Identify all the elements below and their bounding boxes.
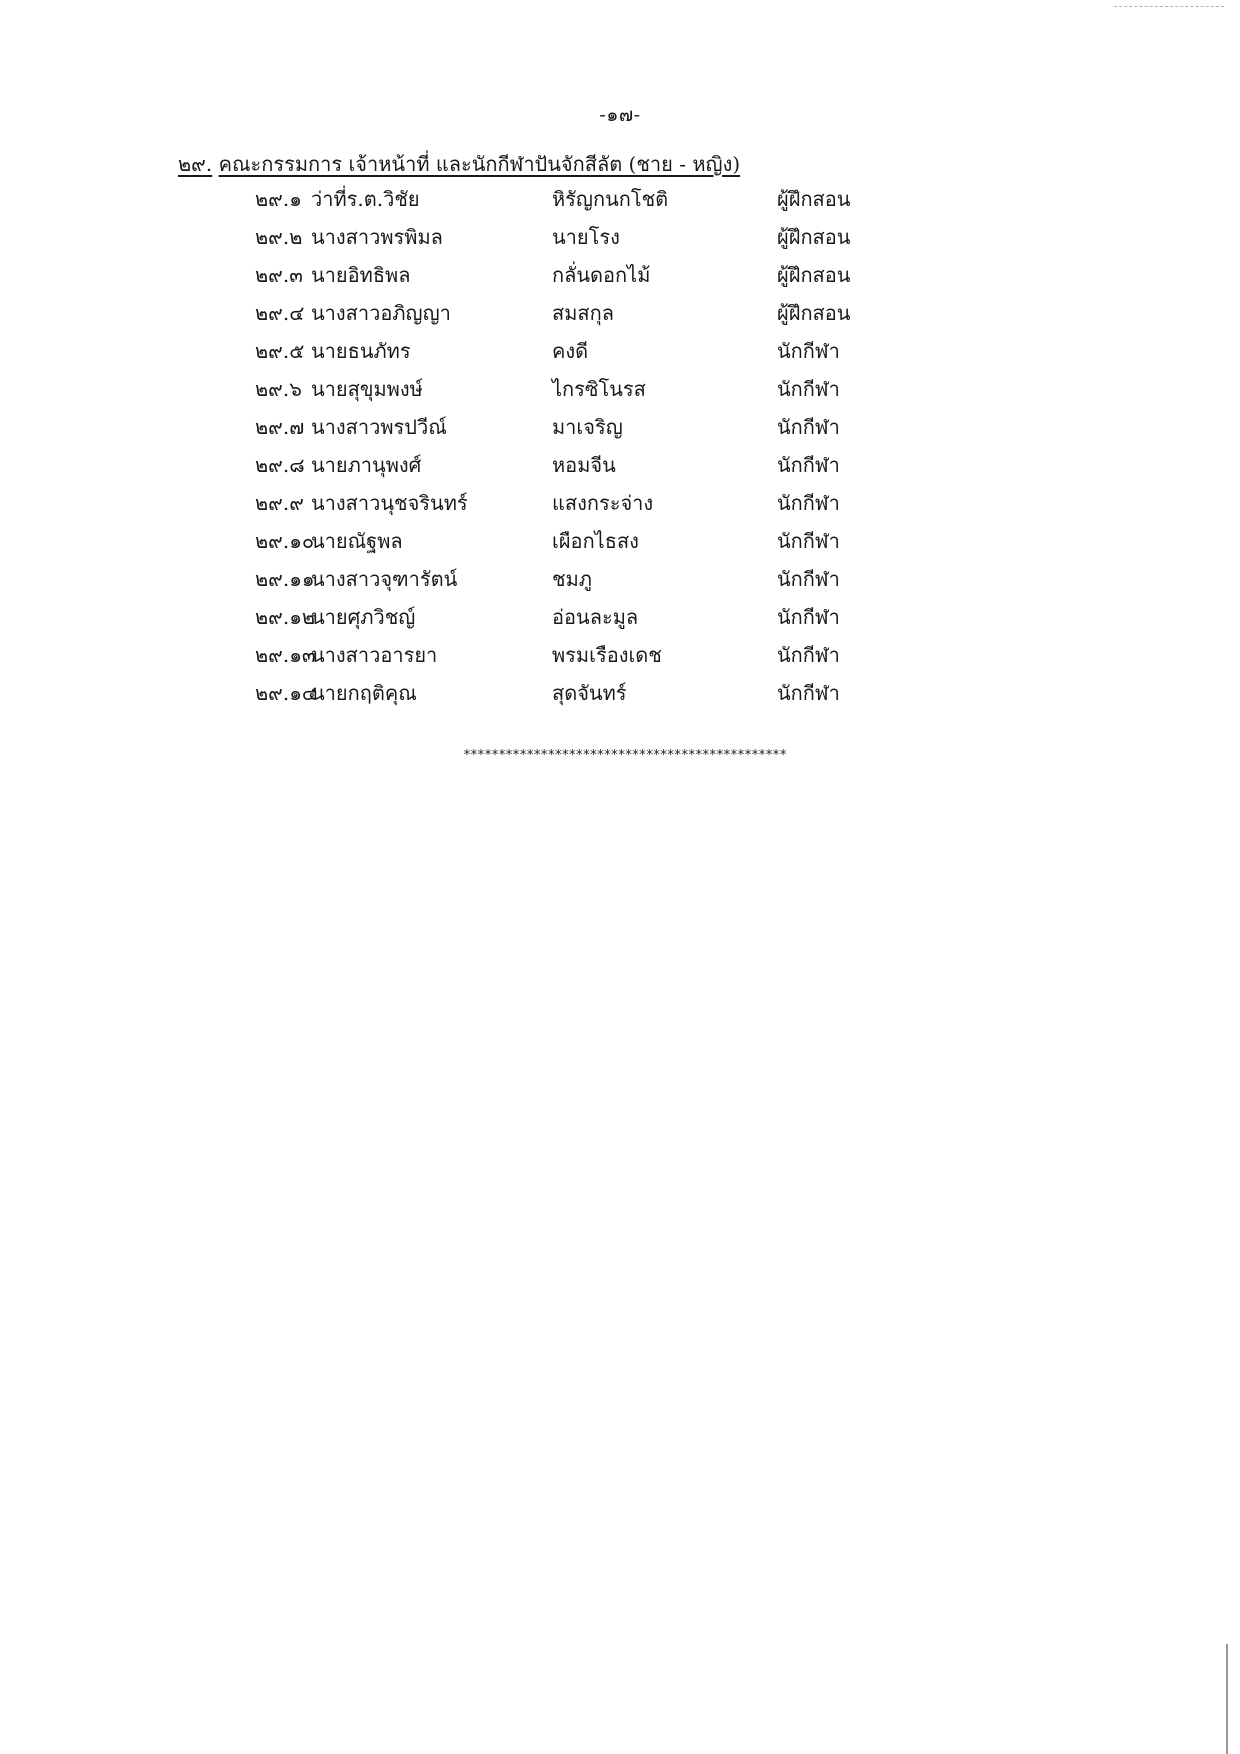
member-role: นักกีฬา	[777, 605, 840, 629]
section-title: คณะกรรมการ เจ้าหน้าที่ และนักกีฬาปันจักสีลัต (ชาย - หญิง)	[218, 152, 741, 176]
member-role: ผู้ฝึกสอน	[777, 225, 851, 249]
member-last-name: แสงกระจ่าง	[552, 491, 654, 515]
member-last-name: ไกรซิโนรส	[552, 377, 646, 401]
member-first-name: นายภานุพงศ์	[311, 453, 422, 477]
member-role: นักกีฬา	[777, 415, 840, 439]
member-seq: ๒๙.๑๑	[255, 567, 315, 591]
member-role: นักกีฬา	[777, 529, 840, 553]
end-of-list-marker: **********************************************	[463, 748, 787, 763]
member-seq: ๒๙.๑๒	[255, 605, 316, 629]
member-role: นักกีฬา	[777, 567, 840, 591]
section-number: ๒๙.	[178, 152, 213, 176]
member-row	[0, 259, 1240, 297]
member-last-name: กลั่นดอกไม้	[552, 263, 651, 287]
member-first-name: นายอิทธิพล	[311, 263, 411, 287]
member-role: นักกีฬา	[777, 643, 840, 667]
member-last-name: นายโรง	[552, 225, 620, 249]
member-row	[0, 183, 1240, 221]
member-seq: ๒๙.๘	[255, 453, 305, 477]
member-row	[0, 563, 1240, 601]
member-last-name: เผือกไธสง	[552, 529, 639, 553]
member-last-name: ชมภู	[552, 567, 592, 591]
member-role: นักกีฬา	[777, 453, 840, 477]
member-seq: ๒๙.๑๔	[255, 681, 318, 705]
member-role: นักกีฬา	[777, 491, 840, 515]
scan-artifact-bottom	[1226, 1644, 1228, 1754]
member-seq: ๒๙.๑๓	[255, 643, 316, 667]
member-seq: ๒๙.๑	[255, 187, 302, 211]
member-row	[0, 335, 1240, 373]
member-seq: ๒๙.๗	[255, 415, 305, 439]
member-first-name: นางสาวพรพิมล	[311, 225, 443, 249]
member-row	[0, 487, 1240, 525]
member-row	[0, 411, 1240, 449]
member-first-name: นางสาวอภิญญา	[311, 301, 451, 325]
member-first-name: นางสาวอารยา	[311, 643, 438, 667]
section-heading	[178, 148, 740, 180]
member-last-name: หิรัญกนกโชติ	[552, 187, 669, 211]
member-role: นักกีฬา	[777, 377, 840, 401]
member-row	[0, 677, 1240, 715]
member-role: ผู้ฝึกสอน	[777, 301, 851, 325]
member-last-name: อ่อนละมูล	[552, 605, 639, 629]
member-role: ผู้ฝึกสอน	[777, 263, 851, 287]
member-seq: ๒๙.๑๐	[255, 529, 315, 553]
member-first-name: นายสุขุมพงษ์	[311, 377, 423, 401]
scan-artifact-top	[1114, 0, 1224, 7]
member-seq: ๒๙.๓	[255, 263, 303, 287]
member-last-name: คงดี	[552, 339, 589, 363]
member-seq: ๒๙.๔	[255, 301, 305, 325]
member-last-name: สมสกุล	[552, 301, 614, 325]
member-row	[0, 639, 1240, 677]
member-first-name: นางสาวพรปวีณ์	[311, 415, 447, 439]
member-row	[0, 221, 1240, 259]
member-seq: ๒๙.๖	[255, 377, 302, 401]
member-seq: ๒๙.๕	[255, 339, 305, 363]
page-number: -๑๗-	[599, 104, 641, 126]
member-first-name: นายศุภวิชญ์	[311, 605, 416, 629]
member-last-name: มาเจริญ	[552, 415, 623, 439]
member-last-name: สุดจันทร์	[552, 681, 627, 705]
member-first-name: นางสาวนุชจรินทร์	[311, 491, 468, 515]
member-list	[0, 183, 1240, 715]
member-last-name: พรมเรืองเดช	[552, 643, 662, 667]
member-first-name: ว่าที่ร.ต.วิชัย	[311, 187, 420, 211]
member-role: ผู้ฝึกสอน	[777, 187, 851, 211]
member-row	[0, 449, 1240, 487]
member-first-name: นางสาวจุฑารัตน์	[311, 567, 458, 591]
member-row	[0, 601, 1240, 639]
member-row	[0, 297, 1240, 335]
member-row	[0, 373, 1240, 411]
member-row	[0, 525, 1240, 563]
member-last-name: หอมจีน	[552, 453, 616, 477]
member-role: นักกีฬา	[777, 339, 840, 363]
member-first-name: นายณัฐพล	[311, 529, 403, 553]
member-role: นักกีฬา	[777, 681, 840, 705]
member-seq: ๒๙.๒	[255, 225, 303, 249]
member-first-name: นายกฤติคุณ	[311, 681, 417, 705]
member-seq: ๒๙.๙	[255, 491, 304, 515]
member-first-name: นายธนภัทร	[311, 339, 411, 363]
